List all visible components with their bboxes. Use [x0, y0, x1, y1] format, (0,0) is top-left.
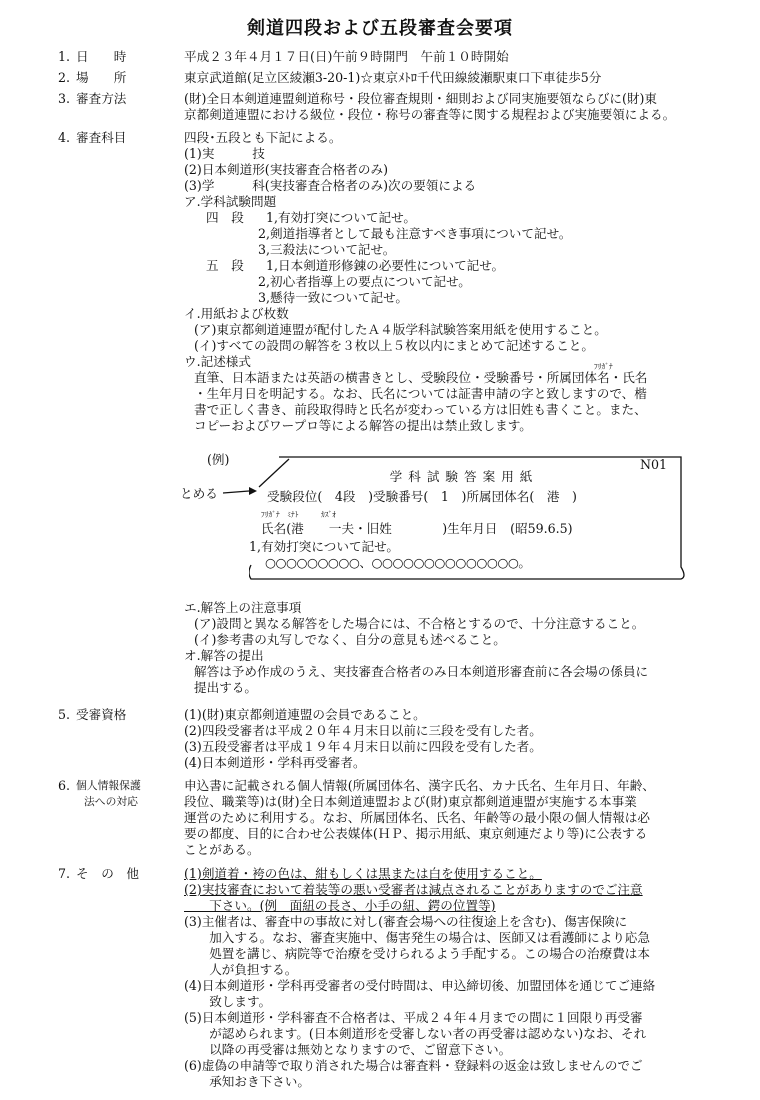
section-number: 1.: [58, 49, 71, 64]
text-line: 京都剣道連盟における級位・段位・称号の審査等に関する規程および実施要領による。: [184, 106, 676, 122]
list-item: 承知おき下さい。: [184, 1073, 310, 1089]
list-item: 3,懸待一致について記せ。: [258, 289, 408, 305]
sheet-question: 1,有効打突について記せ。: [249, 539, 399, 554]
list-item: 2,初心者指導上の要点について記せ。: [258, 273, 471, 289]
list-item: (3)五段受審者は平成１９年４月末日以前に四段を受有した者。: [184, 738, 542, 754]
furigana-note: ﾌﾘｶﾞﾅ: [594, 361, 613, 371]
section-label: 審査科目: [76, 130, 127, 145]
text-line: 提出する。: [194, 679, 257, 695]
list-item: (ア)設問と異なる解答をした場合には、不合格とするので、十分注意すること。: [194, 615, 645, 631]
section-label: 日 時: [76, 49, 127, 64]
list-item: (3)主催者は、審査中の事故に対し(審査会場への往復途上を含む)、傷害保険に: [184, 913, 628, 929]
subsection-heading: イ.用紙および枚数: [184, 305, 289, 321]
section-subjects: [58, 130, 748, 434]
subsection-heading: オ.解答の提出: [184, 647, 264, 663]
text-line: 要の都度、目的に合わせ公表媒体(ＨＰ、掲示用紙、東京剣連だより等)に公表する: [184, 825, 648, 841]
sheet-row-name: 氏名(港 一夫・旧姓 )生年月日 (昭59.6.5): [261, 521, 573, 536]
section-text: 平成２３年４月１７日(日)午前９時開門 午前１０時開始: [184, 49, 509, 64]
yondan-questions: [184, 210, 748, 226]
document-title: 剣道四段および五段審査会要項: [247, 18, 513, 39]
section-label: 個人情報保護: [76, 779, 141, 792]
section-label: そ の 他: [76, 866, 139, 881]
section-number: 7.: [58, 866, 71, 881]
text-line: コピーおよびワープロ等による解答の提出は禁止致します。: [194, 417, 532, 433]
line-text: 直筆、日本語または英語の横書きとし、受験段位・受験番号・所属団体名・氏名: [194, 369, 648, 385]
sheet-title: 学科試験答案用紙: [389, 469, 539, 484]
sheet-furigana: ﾌﾘｶﾞﾅ ﾐﾅﾄ ｶｽﾞｵ: [261, 510, 336, 519]
subsection-heading: ウ.記述様式: [184, 353, 251, 369]
list-item: 加入する。なお、審査実施中、傷害発生の場合は、医師又は看護師により応急: [184, 929, 650, 945]
list-item: 1,日本剣道形修錬の必要性について記せ。: [266, 257, 505, 273]
section-text: 東京武道館(足立区綾瀬3-20-1)☆東京ﾒﾄﾛ千代田線綾瀬駅東口下車徒歩5分: [184, 70, 602, 85]
section-number: 4.: [58, 130, 71, 145]
section-number: 2.: [58, 70, 71, 85]
list-item: (1)(財)東京都剣道連盟の会員であること。: [184, 707, 426, 722]
list-item: (4)日本剣道形・学科再受審者。: [184, 754, 366, 770]
list-item: (3)学 科(実技審査合格者のみ)次の要領による: [184, 177, 477, 193]
list-item: (1)剣道着・袴の色は、紺もしくは黒または白を使用すること。: [184, 866, 542, 881]
text-line: 申込書に記載される個人情報(所属団体名、漢字氏名、カナ氏名、生年月日、年齢、: [184, 778, 655, 793]
example-label: (例): [207, 452, 230, 467]
list-item: (2)実技審査において着装等の悪い受審者は減点されることがありますのでご注意: [184, 881, 643, 897]
list-item: (4)日本剣道形・学科再受審者の受付時間は、申込締切後、加盟団体を通じてご連絡: [184, 977, 656, 993]
section-number: 5.: [58, 707, 71, 722]
list-item: 3,三殺法について記せ。: [258, 241, 396, 257]
list-item: 処置を講じ、病院等で治療を受けられるよう手配する。この場合の治療費は本: [184, 945, 650, 961]
text-line: ・生年月日を明記する。なお、氏名については証書申請の字と致しますので、楷: [194, 385, 647, 401]
list-item: (2)日本剣道形(実技審査合格者のみ): [184, 161, 388, 177]
list-item: (ア)東京都剣道連盟が配付したＡ４版学科試験答案用紙を使用すること。: [194, 321, 607, 337]
section-date: [58, 49, 748, 65]
list-item: (1)実 技: [184, 145, 265, 161]
section-method: [58, 91, 748, 123]
list-item: (6)虚偽の申請等で取り消された場合は審査料・登録料の返金は致しませんのでご: [184, 1057, 643, 1073]
list-item: 1,有効打突について記せ。: [266, 209, 416, 225]
section-label: 法への対応: [84, 794, 138, 808]
text-line: 解答は予め作成のうえ、実技審査合格者のみ日本剣道形審査前に各会場の係員に: [194, 663, 649, 679]
text-line: 段位、職業等)は(財)全日本剣道連盟および(財)東京都剣道連盟が実施する本事業: [184, 793, 637, 809]
subsection-heading: エ.解答上の注意事項: [184, 600, 302, 615]
answer-sheet: [249, 455, 685, 579]
section-other: [58, 866, 748, 1090]
section-privacy: [58, 778, 748, 858]
section-number: 3.: [58, 91, 71, 106]
sheet-number: N01: [639, 457, 667, 472]
subsection-heading: ア.学科試験問題: [184, 193, 277, 209]
list-item: 以降の再受審は無効となりますので、ご留意下さい。: [184, 1041, 512, 1057]
list-item: (イ)参考書の丸写しでなく、自分の意見も述べること。: [194, 631, 506, 647]
staple-note: とめる: [180, 486, 218, 501]
section-subjects-continued: [58, 600, 748, 696]
sheet-row-info: 受験段位( 4段 )受験番号( 1 )所属団体名( 港 ): [267, 489, 577, 504]
list-item: が認められます。(日本剣道形を受審しない者の再受審は認めない)なお、それ: [184, 1025, 647, 1041]
text-line: 書で正しく書き、前段取得時と氏名が変わっている方は旧姓も書くこと。また、: [194, 401, 647, 417]
godan-questions: [184, 258, 748, 274]
godan-label: 五 段: [206, 257, 244, 273]
list-item: 人が負担する。: [184, 961, 298, 977]
section-eligibility: [58, 707, 748, 771]
yondan-label: 四 段: [206, 209, 244, 225]
section-label: 場 所: [76, 70, 127, 85]
text-line: 四段･五段とも下記による。: [184, 130, 342, 145]
section-number: 6.: [58, 778, 71, 793]
list-item: 下さい。(例 面紐の長さ、小手の紐、鍔の位置等): [184, 897, 496, 913]
list-item: (2)四段受審者は平成２０年４月末日以前に三段を受有した者。: [184, 722, 542, 738]
list-item: (イ)すべての設問の解答を３枚以上５枚以内にまとめて記述すること。: [194, 337, 594, 353]
section-label: 受審資格: [76, 707, 127, 722]
section-label: 審査方法: [76, 91, 127, 106]
list-item: 致します。: [184, 993, 272, 1009]
list-item: 2,剣道指導者として最も注意すべき事項について記せ。: [258, 225, 572, 241]
list-item: (5)日本剣道形・学科審査不合格者は、平成２４年４月までの間に１回限り再受審: [184, 1009, 643, 1025]
text-line: ことがある。: [184, 841, 260, 857]
text-line: (財)全日本剣道連盟剣道称号・段位審査規則・細則および同実施要領ならびに(財)東: [184, 91, 658, 106]
text-line: 運営のために利用する。なお、所属団体名、氏名、年齢等の最小限の個人情報は必: [184, 809, 650, 825]
sheet-answer-placeholder: ○○○○○○○○○、○○○○○○○○○○○○○○。: [265, 555, 531, 570]
example-answer-sheet: [180, 452, 687, 582]
section-place: [58, 70, 748, 86]
